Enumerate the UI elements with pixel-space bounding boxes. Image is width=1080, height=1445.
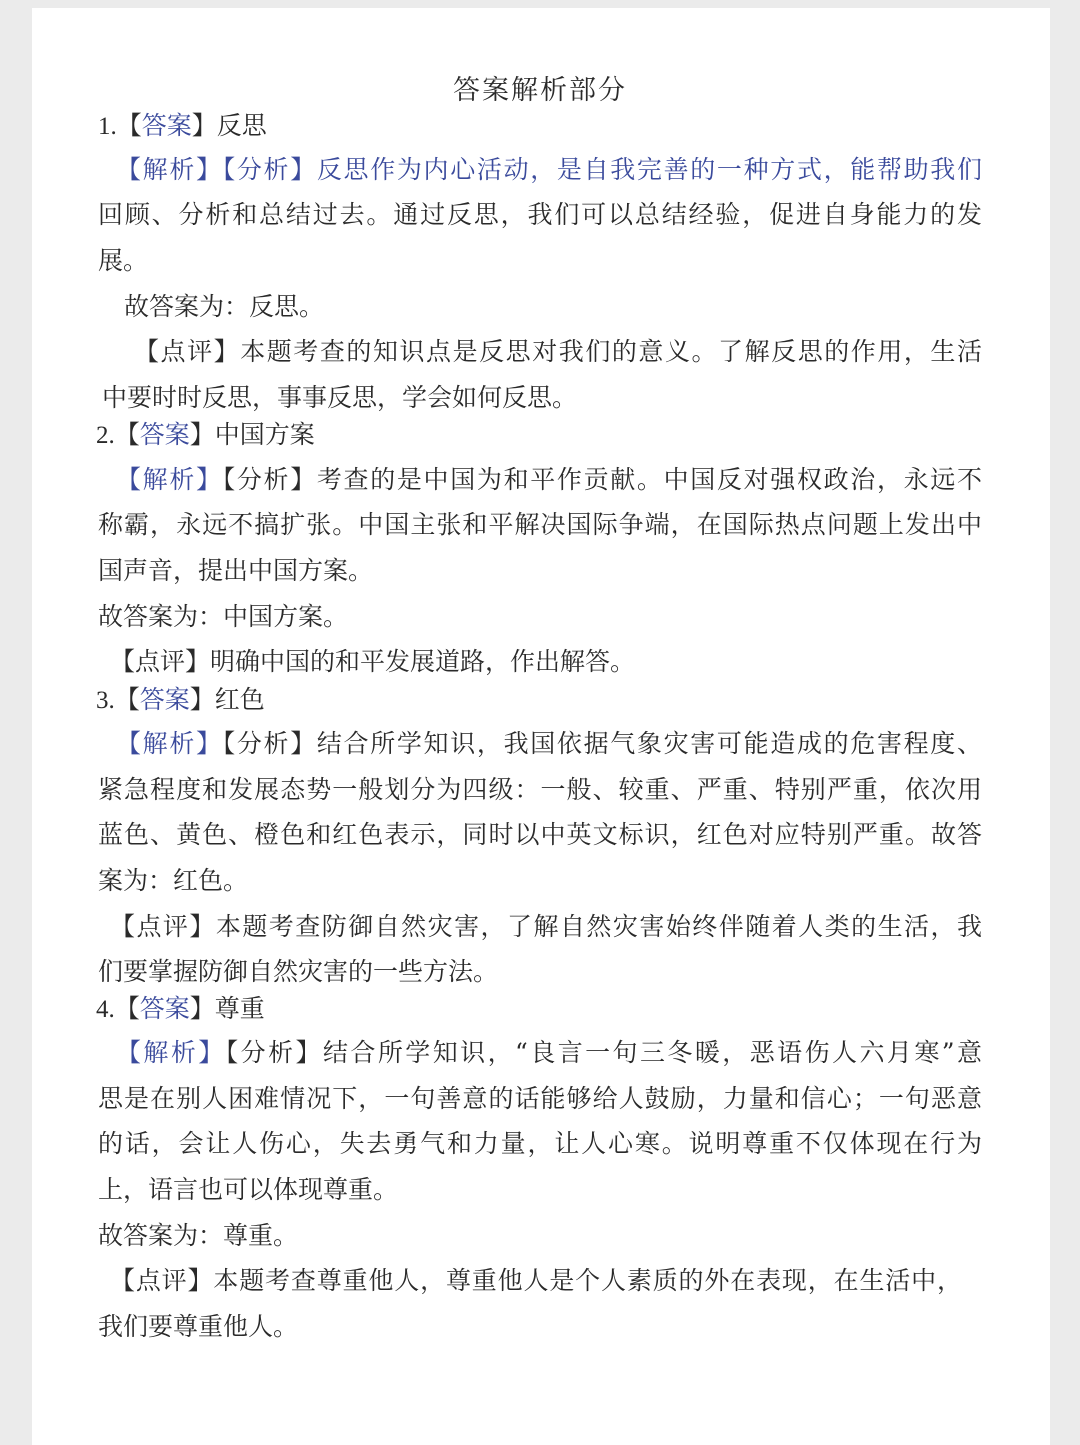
analysis-text: 紧急程度和发展态势一般划分为四级：一般、较重、严重、特别严重，依次用 (98, 775, 982, 804)
comment-text: 明确中国的和平发展道路，作出解答。 (210, 647, 636, 676)
analysis-line (98, 1081, 982, 1117)
comment-text: 本题考查防御自然灾害，了解自然灾害始终伴随着人类的生活，我 (215, 912, 982, 941)
analysis-line (98, 197, 982, 233)
analysis-text: 展。 (98, 246, 149, 275)
analysis-line (116, 462, 982, 498)
answer-value: 中国方案 (214, 420, 315, 449)
answer-tag: 答案 (139, 420, 190, 449)
analysis-text: 案为：红色。 (98, 866, 249, 895)
item-number: 4. (96, 996, 115, 1023)
analysis-text: 称霸，永远不搞扩张。中国主张和平解决国际争端，在国际热点问题上发出中 (98, 510, 982, 539)
answer-line-1: 1.【答案】反思 (98, 111, 267, 140)
answer-tag: 答案 (139, 994, 190, 1023)
analysis-text: 结合所学知识，“良言一句三冬暖，恶语伤人六月寒”意 (323, 1038, 982, 1067)
analysis-line (116, 1035, 982, 1071)
analysis-text: 上，语言也可以体现尊重。 (98, 1175, 399, 1204)
analysis-line (98, 817, 982, 853)
analysis-text: 反思作为内心活动，是自我完善的一种方式，能帮助我们 (316, 155, 982, 184)
analysis-text: 考查的是中国为和平作贡献。中国反对强权政治，永远不 (316, 465, 982, 494)
analysis-line (98, 507, 982, 543)
conclusion-text: 故答案为：尊重。 (98, 1221, 299, 1250)
answer-line-4: 4.【答案】尊重 (96, 994, 265, 1023)
answer-tag: 答案 (139, 685, 190, 714)
comment-line (110, 644, 994, 680)
analysis-line (98, 1126, 982, 1162)
comment-line (134, 334, 982, 370)
answer-value: 反思 (216, 111, 267, 140)
fenxi-tag: 【分析】 (222, 465, 317, 494)
answer-line-2: 2.【答案】中国方案 (96, 420, 315, 449)
analysis-tag: 【解析】 (116, 155, 223, 184)
analysis-line (98, 243, 982, 279)
comment-line (98, 954, 982, 990)
comment-line (110, 909, 982, 945)
answer-value: 尊重 (214, 994, 265, 1023)
analysis-text: 国声音，提出中国方案。 (98, 556, 374, 585)
answer-line-3: 3.【答案】红色 (96, 685, 265, 714)
document-title: 答案解析部分 (453, 75, 627, 106)
item-number: 3. (96, 687, 115, 714)
analysis-text: 回顾、分析和总结过去。通过反思，我们可以总结经验，促进自身能力的发 (98, 200, 982, 229)
analysis-line (98, 772, 982, 808)
analysis-line (116, 152, 982, 188)
comment-tag: 【点评】 (110, 912, 216, 941)
comment-text: 中要时时反思，事事反思，学会如何反思。 (102, 383, 578, 412)
fenxi-tag: 【分析】 (222, 729, 317, 758)
comment-text: 本题考查尊重他人，尊重他人是个人素质的外在表现，在生活中， (213, 1266, 962, 1295)
analysis-text: 结合所学知识，我国依据气象灾害可能造成的危害程度、 (316, 729, 982, 758)
comment-tag: 【点评】 (110, 647, 211, 676)
fenxi-tag: 【分析】 (222, 155, 317, 184)
item-number: 2. (96, 422, 115, 449)
conclusion-line (124, 289, 1008, 325)
analysis-tag: 【解析】 (116, 729, 223, 758)
analysis-tag: 【解析】 (116, 465, 223, 494)
analysis-tag: 【解析】 (116, 1038, 226, 1067)
analysis-text: 思是在别人困难情况下，一句善意的话能够给人鼓励，力量和信心；一句恶意 (98, 1084, 982, 1113)
comment-text: 我们要尊重他人。 (98, 1312, 299, 1341)
comment-line (102, 380, 986, 416)
analysis-line (98, 553, 982, 589)
analysis-text: 的话，会让人伤心，失去勇气和力量，让人心寒。说明尊重不仅体现在行为 (98, 1129, 982, 1158)
conclusion-line (98, 1218, 982, 1254)
conclusion-line (98, 599, 982, 635)
fenxi-tag: 【分析】 (225, 1038, 323, 1067)
comment-tag: 【点评】 (110, 1266, 214, 1295)
comment-text: 们要掌握防御自然灾害的一些方法。 (98, 957, 499, 986)
item-number: 1. (98, 113, 117, 140)
analysis-line (98, 863, 982, 899)
analysis-text: 蓝色、黄色、橙色和红色表示，同时以中英文标识，红色对应特别严重。故答 (98, 820, 982, 849)
comment-text: 本题考查的知识点是反思对我们的意义。了解反思的作用，生活 (240, 337, 982, 366)
analysis-line (116, 726, 982, 762)
conclusion-text: 故答案为：中国方案。 (98, 602, 349, 631)
analysis-line (98, 1172, 982, 1208)
comment-line (110, 1263, 962, 1299)
conclusion-text: 故答案为：反思。 (124, 292, 325, 321)
answer-value: 红色 (214, 685, 265, 714)
comment-line (98, 1309, 982, 1345)
answer-tag: 答案 (141, 111, 192, 140)
comment-tag: 【点评】 (134, 337, 241, 366)
